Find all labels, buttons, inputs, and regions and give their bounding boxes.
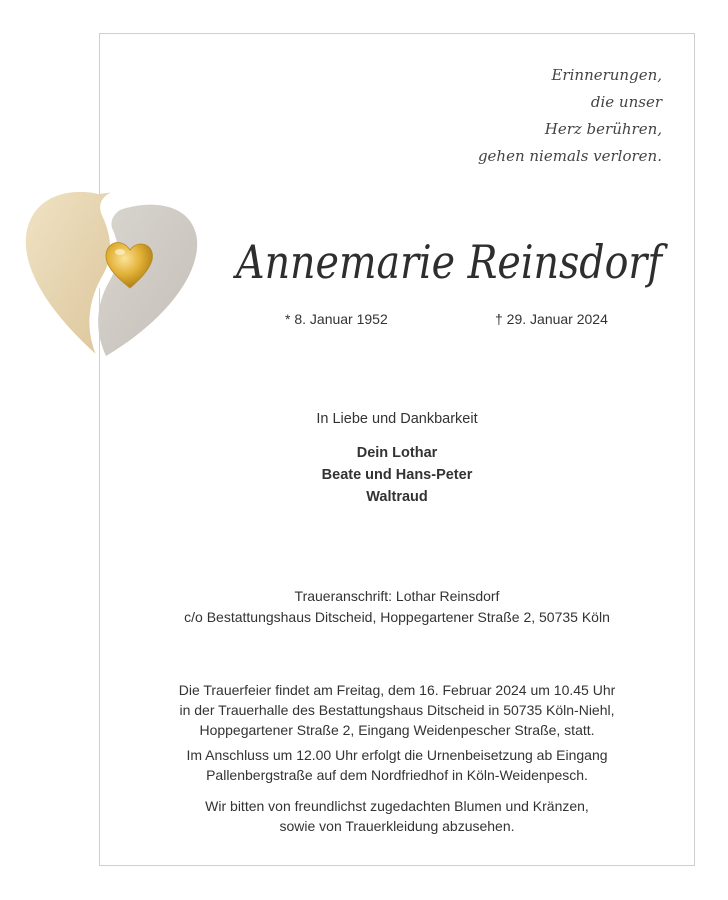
mourner-name: Dein Lothar [356, 445, 438, 461]
ceremony-paragraph [99, 680, 695, 740]
birth-date: * 8. Januar 1952 [285, 311, 388, 327]
request-line: sowie von Trauerkleidung abzusehen. [279, 818, 515, 834]
ceremony-line: Die Trauerfeier findet am Freitag, dem 16. Februar 2024 um 10.45 Uhr [178, 682, 616, 698]
motto-quote [478, 62, 662, 170]
heart-emblem-icon [20, 188, 206, 368]
motto-line: Erinnerungen, [551, 66, 662, 84]
mourners-intro: In Liebe und Dankbarkeit [316, 411, 478, 427]
death-date: † 29. Januar 2024 [495, 311, 608, 327]
mourners-list [99, 442, 695, 508]
heart-right-half [98, 205, 197, 356]
motto-line: die unser [590, 93, 662, 111]
mourner-name: Beate und Hans-Peter [321, 467, 473, 483]
address-line: c/o Bestattungshaus Ditscheid, Hoppegartener Straße 2, 50735 Köln [184, 609, 610, 625]
request-line: Wir bitten von freundlichst zugedachten Blumen und Kränzen, [205, 798, 589, 814]
burial-line: Im Anschluss um 12.00 Uhr erfolgt die Urnenbeisetzung ab Eingang [186, 747, 608, 763]
mourner-name: Waltraud [366, 489, 428, 505]
request-paragraph [99, 796, 695, 836]
motto-line: Herz berühren, [544, 120, 662, 138]
address-line: Traueranschrift: Lothar Reinsdorf [294, 588, 500, 604]
ceremony-line: in der Trauerhalle des Bestattungshaus Ditscheid in 50735 Köln-Niehl, [179, 702, 615, 718]
mourning-address [99, 586, 695, 628]
burial-line: Pallenbergstraße auf dem Nordfriedhof in Köln-Weidenpesch. [206, 767, 588, 783]
burial-paragraph [99, 745, 695, 785]
motto-line: gehen niemals verloren. [477, 147, 662, 165]
ceremony-line: Hoppegartener Straße 2, Eingang Weidenpescher Straße, statt. [199, 722, 595, 738]
deceased-name [232, 222, 676, 302]
deceased-name-text: Annemarie Reinsdorf [232, 235, 668, 289]
